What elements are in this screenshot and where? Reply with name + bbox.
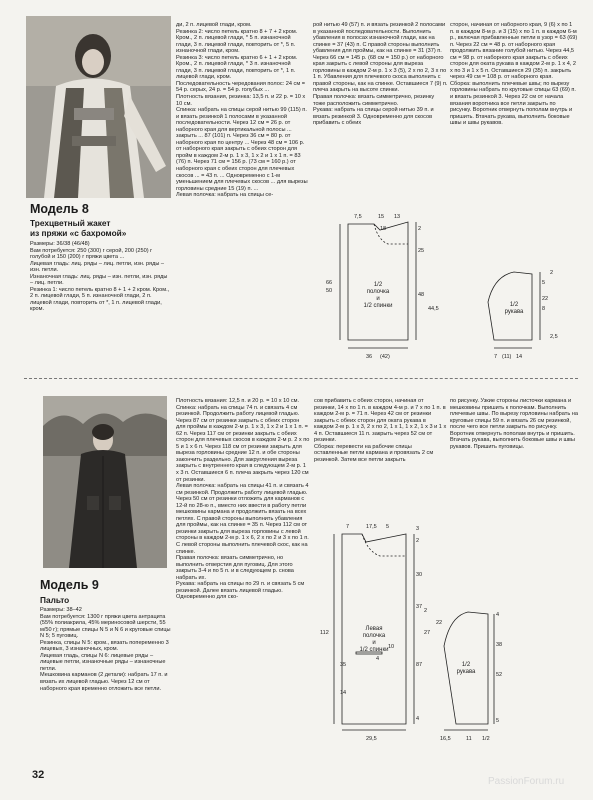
svg-text:(11): (11)	[502, 354, 512, 360]
svg-text:37: 37	[416, 604, 423, 610]
model9-sleeve-label: 1/2 рукава	[456, 662, 476, 675]
model8-subtitle: Трехцветный жакет из пряжи «с бахромой»	[30, 218, 127, 238]
svg-text:4: 4	[416, 716, 420, 722]
svg-text:2: 2	[418, 226, 422, 232]
svg-text:27: 27	[424, 630, 431, 636]
svg-text:4: 4	[496, 612, 500, 618]
model9-photo	[43, 396, 167, 568]
model9-text-col2: Плотность вязания: 12,5 п. и 20 р. = 10 х 10 см. Спинка: набрать на спицы 74 п. и связать 4 см резинкой. Продолжить работу лицевой гладью. Через 87 см от резинки закрыть с обеих сторон для проймы в каждом 2-м р. 1 х 3, 1 х 2 и 1 х 1 п. = 62 п. Через 117 см от резинки закрыть с обеих сторон для плечевых скосов в каждом 2-м р. 2 х по 5 и 1 х 6 п. Через 118 см от резинки закрыть для выреза горловины средние 12 п. и обе стороны закончить раздельно. Для закругления выреза закрыть с внутреннего края в следующем 2-м р. 1 х 3 п. Оставшиеся 6 п. плеча закрыть через 120 см от резинки. Левая полочка: набрать на спицы 41 п. и связать 4 см резинкой. Продолжить работу лицевой гладью. Через 50 см от резинки отложить для карманов с 12-й по 28-ю п., вместо них ввести в работу петли мешковины кармана и продолжить вязать на всех петлях. С правой стороны выполнить убавления для проймы, как на спинке = 35 п. Через 112 см от резинки закрыть для выреза горловины с левой стороны в каждом 2-м р. 1 х 6, 2 х по 2 и 3 х по 1 п. С левой стороны выполнить плечевой скос, как на спинке. Правая полочка: вязать симметрично, но выполнить отверстия для пуговиц. Для этого закрыть 3-4 и по 5 п. и в следующем р. снова набрать их. Рукава: набрать на спицы по 29 п. и связать 5 см резинкой. Далее вязать лицевой гладью. Одновременно для ско-	[176, 398, 310, 601]
svg-text:3: 3	[416, 526, 420, 532]
model9-dimensions	[320, 524, 502, 742]
svg-text:5: 5	[386, 524, 390, 530]
model8-pattern-diagram	[318, 200, 580, 368]
model8-front-label: 1/2 полочка и 1/2 спинки	[363, 282, 393, 309]
svg-text:50: 50	[326, 288, 333, 294]
svg-text:35: 35	[340, 662, 347, 668]
svg-text:38: 38	[496, 642, 503, 648]
model8-title: Модель 8	[30, 202, 89, 216]
svg-text:15: 15	[378, 214, 385, 220]
svg-text:25: 25	[418, 248, 425, 254]
svg-text:17,5: 17,5	[366, 524, 377, 530]
svg-text:30: 30	[416, 572, 423, 578]
model9-text-col1: Размеры: 38–42 Вам потребуется: 1300 г пряжи цвета антрацита (55% полиакрила, 45% мериносовой шерсти, 55 м/50 г); прямые спицы N 5 и N 6 и круговые спицы N 5; 5 пуговиц. Резинка, спицы N 5: кром., вязать попеременно 3 лицевых, 3 изнаночных, кром. Лицевая гладь, спицы N 6: лицевые ряды – лицевые петли, изнаночные ряды – изнаночные петли. Мешковина карманов (2 детали): набрать 17 п. и вязать их лицевой гладью. Через 12 см от наборного края временно отложить все петли.	[40, 607, 171, 692]
svg-text:112: 112	[320, 630, 329, 636]
model8-text-col3: рой нитью 49 (57) п. и вязать резинкой 2 полосами в указанной последовательности. Выполнить убавления в полосах изнаночной глади, как на спинке = 37 (43) п. С правой стороны выполнить убавления для проймы, как на спинке = 31 (37) п. Через 66 см = 145 р. (68 см = 150 р.) от наборного края закрыть с левой стороны для выреза горловины в каждом 2-м р. 1 х 3 (5), 2 х по 2, 3 х по 1 п. Убавления для плечевого скоса выполнить с правой стороны, как на спинке. Оставшиеся 7 (9) п. плеча закрыть на высоте спинки. Правая полочка: вязать симметрично, резинку тоже расположить симметрично. Рукава: набрать на спицы серой нитью 39 п. и вязать резинкой 3. Одновременно для скосов прибавить с обеих	[313, 22, 448, 127]
svg-text:5: 5	[496, 718, 500, 724]
section-divider	[24, 378, 578, 379]
svg-text:14: 14	[516, 354, 523, 360]
model9-sleeve-shape	[444, 612, 488, 724]
model9-front-label: Левая полочка и 1/2 спинки	[359, 626, 389, 653]
svg-text:(42): (42)	[380, 354, 390, 360]
page-number: 32	[32, 769, 45, 781]
svg-text:2: 2	[424, 608, 428, 614]
svg-text:1/2: 1/2	[482, 736, 490, 742]
model9-photo-image	[43, 396, 167, 568]
model8-text-col4: сторон, начиная от наборного края, 9 (6) х по 1 п. в каждом 8-м р. и 3 (15) х по 1 п. в каждом 6-м р., включая прибавленные петли в узор = 63 (69) п. Через 22 см = 48 р. от наборного края продолжить вязание голубой нитью. Через 44,5 см = 98 р. от наборного края закрыть с обеих сторон для окатa рукава в каждом 2-м р. 1 х 4, 2 х по 3 и 1 х 5 п. Оставшиеся 29 (35) п. закрыть через 49 см = 108 р. от наборного края. Сборка: выполнить плечевые швы; по вырезу горловины набрать по круговые спицы 63 (69) п. и вязать резинкой 3. Через 22 см от начала вязания воротника все петли закрыть по рисунку. Воротник отвернуть пополам внутрь и пришить. Втачать рукава, выполнить боковые швы и швы рукавов.	[450, 22, 578, 127]
model8-text-col2: ди, 2 п. лицевой глади, кром. Резинка 2: число петель кратно 8 + 7 + 2 кром. Кром., 2 п. лицевой глади, * 5 п. изнаночной глади, 3 п. лицевой глади, повторить от *, 5 п. изнаночной глади, кром. Резинка 3: число петель кратно 6 + 1 + 2 кром. Кром., 2 п. лицевой глади, * 3 п. изнаночной глади, 3 п. лицевой глади, повторить от *, 1 п. лицевой глади, кром. Последовательность чередования полос: 24 см = 54 р. серых, 24 р. = 54 р. голубых ... Плотность вязания, резинка: 13,5 п. и 22 р. = 10 х 10 см. Спинка: набрать на спицы серой нитью 99 (115) п. и вязать резинкой 1 полосами в указанной последовательности. Через 12 см = 26 р. от наборного края для вертикальной полосы ... закрыть ... 87 (101) п. Через 36 см = 80 р. от наборного края по центру ... Через 48 см = 106 р. от наборного края закрыть с обеих сторон для пройм в каждом 2-м р. 1 х 3, 1 х 2 и 1 х 1 п. = 83 (76) п. Через 71 см = 156 р. (73 см = 160 р.) от наборного края с обеих сторон для плечевых скосов ... = 43 п. ... Одновременно с 1-м уменьшением для плечевых скосов ... для вырезы горловины средние 15 (19) п. ... Левая полочка: набрать на спицы се-	[176, 22, 308, 199]
model9-pattern-diagram	[316, 516, 580, 746]
model8-text-col1: Размеры: 36/38 (46/48) Вам потребуется: 250 (300) г серой, 200 (250) г голубой и 150 (200) г пряжи цвета ... Лицевая гладь: лиц. ряды – лиц. петли, изн. ряды – изн. петли. Изнаночная гладь: лиц. ряды – изн. петли, изн. ряды – лиц. петли. Резинка 1: число петель кратно 8 + 1 + 2 кром. Кром., 2 п. лицевой глади, 5 п. изнаночной глади, 2 п. лицевой глади, повторить от *, 1 п. лицевой глади, кром.	[30, 241, 170, 313]
svg-text:7: 7	[494, 354, 498, 360]
svg-text:5: 5	[542, 280, 546, 286]
svg-text:4: 4	[376, 656, 380, 662]
model9-text-col4: по рисунку. Узкие стороны листочки кармана и мешковины пришить к полочкам. Выполнить плечевые швы. По вырезу горловины набрать на круговые спицы 59 п. и вязать 26 см резинкой, после чего все петли закрыть по рисунку. Воротник отвернуть пополам внутрь и пришить. Втачать рукава, выполнить боковые швы и швы рукавов. Пришить пуговицы.	[450, 398, 578, 450]
svg-text:29,5: 29,5	[366, 736, 377, 742]
svg-text:44,5: 44,5	[428, 306, 439, 312]
svg-text:66: 66	[326, 280, 333, 286]
model8-photo-image	[26, 16, 171, 198]
model9-title: Модель 9	[40, 578, 99, 592]
model8-dimensions	[326, 214, 558, 360]
model8-photo	[26, 16, 171, 198]
svg-text:2,5: 2,5	[550, 334, 558, 340]
svg-text:22: 22	[436, 620, 443, 626]
svg-text:14: 14	[340, 690, 347, 696]
svg-text:7: 7	[346, 524, 350, 530]
svg-text:18: 18	[380, 226, 387, 232]
model9-subtitle: Пальто	[40, 595, 70, 605]
model8-front-shape	[348, 222, 408, 340]
model9-text-col3: сов прибавить с обеих сторон, начиная от резинки, 14 х по 1 п. в каждом 4-м р. и 7 х по 1 п. в каждом 2-м р. = 71 п. Через 42 см от резинки закрыть с обеих сторон для окатa рукава в каждом 2-м р. 1 х 3, 2 х по 2, 1 х 1, 1 х 2, 1 х 3 и 1 х 4 п. Оставшиеся 11 п. закрыть через 52 см от резинки. Сборка: перевести на рабочие спицы оставленные петли кармана и провязать 2 см резинкой. Затем все петли закрыть	[314, 398, 447, 463]
svg-text:16,5: 16,5	[440, 736, 451, 742]
svg-text:22: 22	[542, 296, 549, 302]
svg-text:36: 36	[366, 354, 373, 360]
svg-text:52: 52	[496, 672, 503, 678]
svg-text:13: 13	[394, 214, 401, 220]
svg-text:10: 10	[388, 644, 395, 650]
svg-text:87: 87	[416, 662, 423, 668]
svg-text:2: 2	[416, 538, 420, 544]
svg-text:8: 8	[542, 306, 546, 312]
svg-text:2: 2	[550, 270, 554, 276]
svg-text:7,5: 7,5	[354, 214, 362, 220]
svg-text:48: 48	[418, 292, 425, 298]
svg-text:11: 11	[466, 736, 472, 742]
model8-sleeve-label: 1/2 рукава	[504, 302, 524, 315]
site-watermark: PassionForum.ru	[488, 776, 565, 787]
